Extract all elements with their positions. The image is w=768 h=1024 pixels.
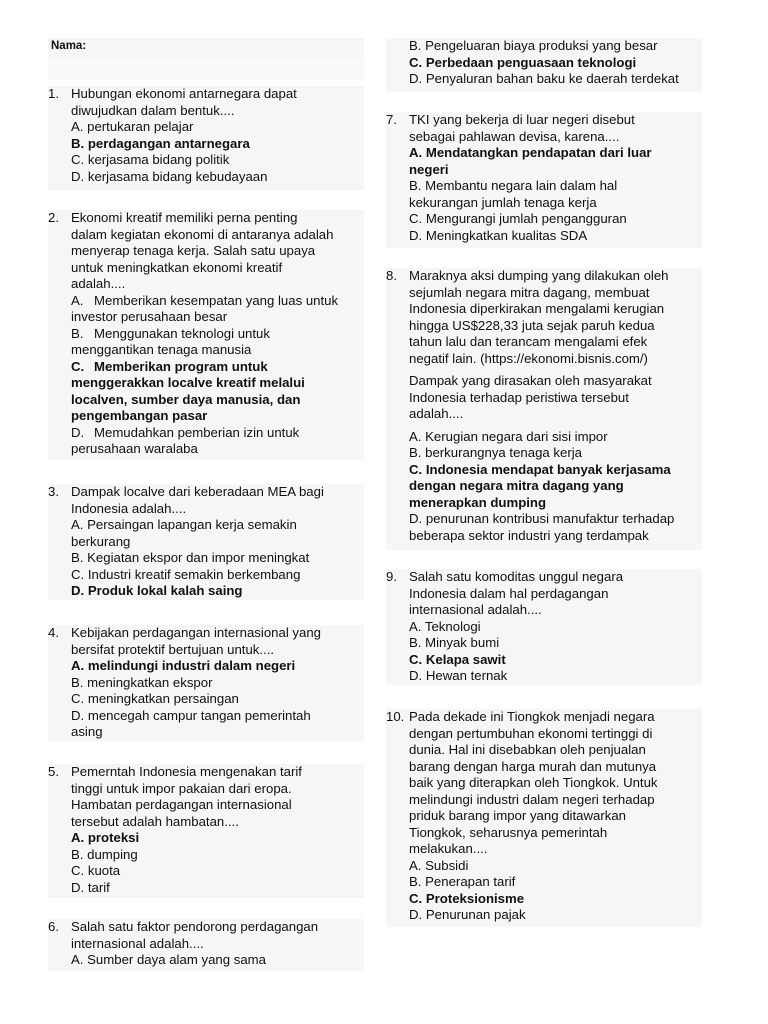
option-a: A. pertukaran pelajar: [71, 119, 194, 134]
option-letter: B.: [71, 325, 84, 341]
option-a: [48, 293, 364, 310]
option-c: C. kuota: [71, 863, 121, 878]
option-line: Menggunakan teknologi untuk: [94, 325, 270, 341]
question-line: sebagai pahlawan devisa, karena....: [409, 128, 620, 144]
option-line: menggerakkan localve kreatif melalui: [71, 375, 305, 390]
option-d: D. Hewan ternak: [409, 668, 508, 683]
option-a-answer: A. Mendatangkan pendapatan dari luar: [409, 145, 652, 160]
header-strip: [48, 58, 364, 80]
option-d: [48, 425, 364, 442]
option-d: D. Penurunan pajak: [409, 907, 526, 922]
question-line: dunia. Hal ini disebabkan oleh penjualan: [409, 742, 646, 757]
option-a-cont: negeri: [409, 161, 449, 177]
question-line: dalam kegiatan ekonomi di antaranya adalah: [71, 226, 334, 242]
option-c: C. Industri kreatif semakin berkembang: [71, 566, 301, 582]
question-1-text: [48, 86, 364, 119]
option-d: D. penurunan kontribusi manufaktur terhadap: [409, 511, 675, 526]
name-label: Nama:: [51, 40, 87, 52]
option-line: perusahaan waralaba: [71, 441, 198, 456]
question-line: Indonesia adalah....: [71, 500, 187, 516]
question-10: [386, 709, 702, 927]
question-2: [48, 210, 364, 460]
question-number: 1.: [48, 86, 59, 101]
question-line: internasional adalah....: [409, 602, 542, 617]
option-a: A. Persaingan lapangan kerja semakin: [71, 517, 297, 532]
option-line: Memudahkan pemberian izin untuk: [94, 424, 300, 440]
question-line: melakukan....: [409, 841, 488, 856]
option-b: B. Penerapan tarif: [409, 874, 516, 889]
question-number: 6.: [48, 919, 59, 934]
question-9: [386, 569, 702, 685]
option-c-answer: C. Proteksionisme: [409, 890, 525, 906]
option-line: pengembangan pasar: [71, 408, 208, 423]
option-b: B. Pengeluaran biaya produksi yang besar: [409, 38, 658, 53]
option-line: Memberikan kesempatan yang luas untuk: [94, 292, 339, 308]
option-d: D. tarif: [71, 879, 110, 895]
question-line: Hubungan ekonomi antarnegara dapat: [71, 86, 297, 101]
option-c: C. kerjasama bidang politik: [71, 152, 230, 167]
option-b: B. meningkatkan ekspor: [71, 674, 213, 690]
option-letter: C.: [71, 358, 85, 374]
option-letter: D.: [71, 424, 85, 440]
question-8-text: [386, 268, 702, 367]
question-line: Indonesia terhadap peristiwa tersebut: [409, 389, 629, 405]
option-b: B. berkurangnya tenaga kerja: [409, 445, 583, 460]
option-a-answer: A. proteksi: [71, 830, 140, 845]
question-line: dengan pertumbuhan ekonomi tertinggi di: [409, 725, 653, 741]
option-line: localven, sumber daya manusia, dan: [71, 391, 301, 407]
question-number: 7.: [386, 112, 397, 127]
question-line: baik yang diterapkan oleh Tiongkok. Untuk: [409, 775, 658, 790]
option-c-cont: menerapkan dumping: [409, 494, 547, 510]
question-line: tersebut adalah hambatan....: [71, 813, 239, 829]
option-c-answer: C. Perbedaan penguasaan teknologi: [409, 54, 637, 70]
question-line: adalah....: [409, 406, 464, 421]
question-number: 4.: [48, 625, 59, 640]
question-8-prompt: [386, 373, 702, 423]
option-c-answer: C. Indonesia mendapat banyak kerjasama: [409, 461, 671, 477]
question-line: Salah satu faktor pendorong perdagangan: [71, 919, 319, 934]
question-line: hingga US$228,33 juta sejak paruh kedua: [409, 317, 655, 333]
question-line: barang dengan harga murah dan mutunya: [409, 758, 657, 774]
question-number: 10.: [386, 709, 405, 724]
option-d: D. Meningkatkan kualitas SDA: [409, 227, 588, 243]
question-line: melindungi industri dalam negeri terhadap: [409, 791, 655, 807]
option-letter: A.: [71, 292, 84, 308]
question-line: sejumlah negara mitra dagang, membuat: [409, 284, 650, 300]
question-line: Ekonomi kreatif memiliki perna penting: [71, 210, 298, 225]
option-b: B. Membantu negara lain dalam hal: [409, 178, 618, 193]
question-line: untuk meningkatkan ekonomi kreatif: [71, 259, 283, 275]
question-line: bersifat protektif bertujuan untuk....: [71, 641, 275, 657]
question-9-text: [386, 569, 702, 619]
question-line: Salah satu komoditas unggul negara: [409, 569, 624, 584]
option-c-answer: C. Kelapa sawit: [409, 651, 506, 667]
question-3-text: [48, 484, 364, 517]
question-line: adalah....: [71, 276, 126, 291]
question-6: [48, 919, 364, 971]
option-b-cont: kekurangan jumlah tenaga kerja: [409, 194, 597, 210]
question-line: Dampak yang dirasakan oleh masyarakat: [409, 373, 652, 388]
option-d: D. kerjasama bidang kebudayaan: [71, 168, 268, 184]
question-5: [48, 764, 364, 898]
question-line: Dampak localve dari keberadaan MEA bagi: [71, 484, 324, 499]
question-number: 9.: [386, 569, 397, 584]
option-a: A. Subsidi: [409, 857, 469, 873]
question-line: internasional adalah....: [71, 935, 204, 951]
question-number: 2.: [48, 210, 59, 225]
option-a-cont: berkurang: [71, 533, 131, 549]
option-d: D. mencegah campur tangan pemerintah: [71, 707, 311, 723]
option-a-answer: A. melindungi industri dalam negeri: [71, 658, 296, 673]
option-d-answer: D. Produk lokal kalah saing: [71, 583, 243, 598]
question-8: [386, 268, 702, 550]
option-c-answer: [48, 359, 364, 376]
option-c-cont: dengan negara mitra dagang yang: [409, 478, 624, 493]
option-line: Memberikan program untuk: [94, 358, 268, 374]
question-7-text: [386, 112, 702, 145]
question-number: 8.: [386, 268, 397, 283]
question-line: TKI yang bekerja di luar negeri disebut: [409, 112, 635, 127]
option-d-cont: beberapa sektor industri yang terdampak: [409, 527, 649, 543]
question-2-text: [48, 210, 364, 293]
question-line: Indonesia diperkirakan mengalami kerugian: [409, 301, 665, 316]
question-line: Pada dekade ini Tiongkok menjadi negara: [409, 709, 655, 724]
question-line: menyerap tenaga kerja. Salah satu upaya: [71, 243, 316, 258]
question-10-text: [386, 709, 702, 858]
question-line: negatif lain. (https://ekonomi.bisnis.com/): [409, 350, 648, 366]
question-line: priduk barang impor yang ditawarkan: [409, 808, 626, 823]
question-3: [48, 484, 364, 600]
question-line: Tiongkok, seharusnya pemerintah: [409, 824, 608, 840]
question-7: [386, 112, 702, 248]
option-b-answer: B. perdagangan antarnegara: [71, 135, 250, 151]
option-d: D. Penyaluran bahan baku ke daerah terdekat: [409, 71, 679, 86]
option-a: A. Kerugian negara dari sisi impor: [409, 428, 608, 444]
question-line: tahun lalu dan terancam mengalami efek: [409, 334, 648, 349]
question-4-text: [48, 625, 364, 658]
question-line: Pemerntah Indonesia mengenakan tarif: [71, 764, 302, 779]
option-d-cont: asing: [71, 724, 103, 739]
question-line: diwujudkan dalam bentuk....: [71, 102, 235, 118]
option-b: B. dumping: [71, 846, 138, 862]
option-c: C. meningkatkan persaingan: [71, 691, 239, 706]
question-line: Hambatan perdagangan internasional: [71, 797, 292, 812]
option-c: C. Mengurangi jumlah pengangguran: [409, 211, 627, 226]
question-number: 3.: [48, 484, 59, 499]
name-field-block: [48, 38, 364, 58]
option-b: [48, 326, 364, 343]
question-line: Kebijakan perdagangan internasional yang: [71, 625, 322, 640]
option-a: A. Teknologi: [409, 618, 481, 634]
question-line: Indonesia dalam hal perdagangan: [409, 585, 609, 601]
option-b: B. Minyak bumi: [409, 635, 500, 650]
question-4: [48, 625, 364, 741]
option-line: investor perusahaan besar: [71, 309, 228, 324]
question-number: 5.: [48, 764, 59, 779]
question-line: tinggi untuk impor pakaian dari eropa.: [71, 780, 292, 796]
question-5-text: [48, 764, 364, 830]
option-a: A. Sumber daya alam yang sama: [71, 952, 266, 967]
option-line: menggantikan tenaga manusia: [71, 342, 252, 357]
question-8-options: [386, 429, 702, 545]
question-6-continued: [386, 38, 702, 92]
question-1: [48, 86, 364, 190]
question-line: Maraknya aksi dumping yang dilakukan oleh: [409, 268, 669, 283]
question-6-text: [48, 919, 364, 952]
option-b: B. Kegiatan ekspor dan impor meningkat: [71, 550, 310, 565]
